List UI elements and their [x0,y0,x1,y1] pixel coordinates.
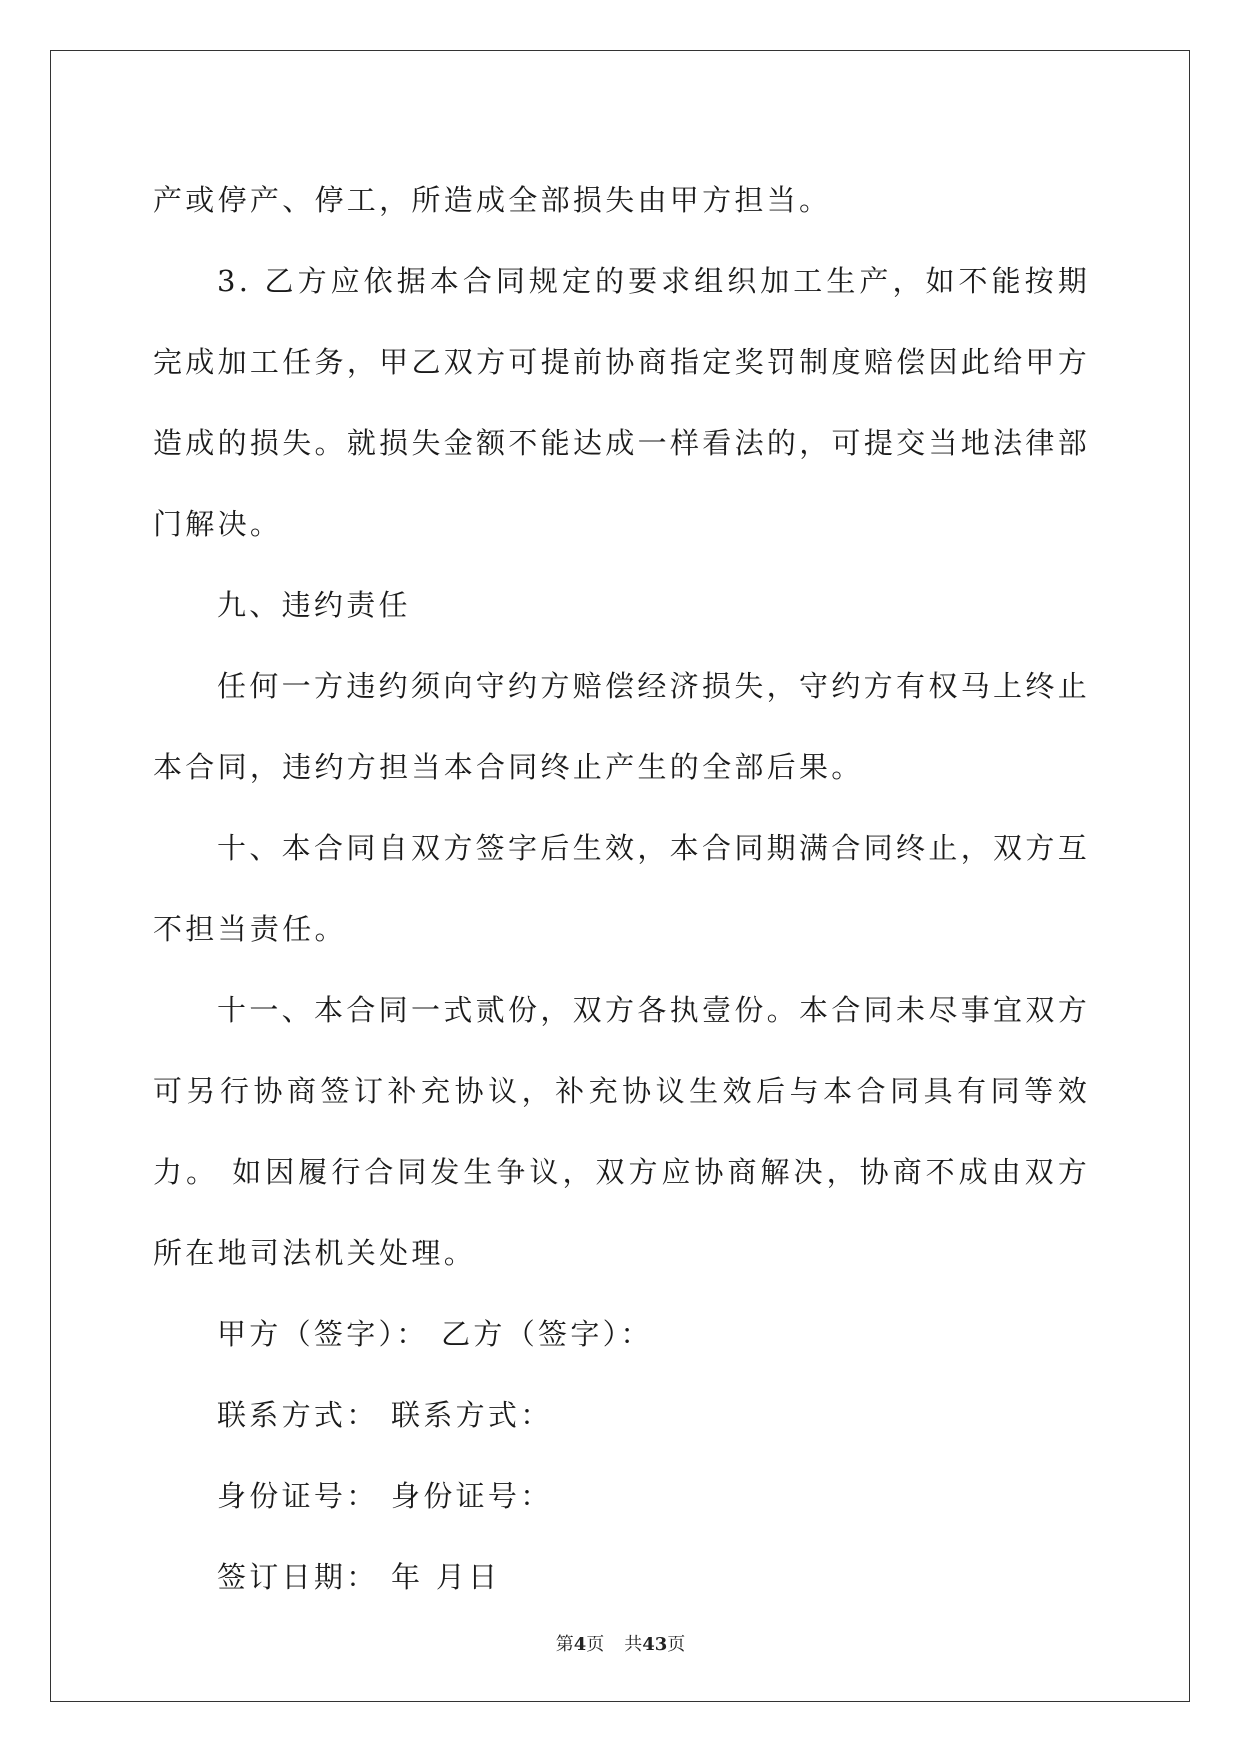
contact-line: 联系方式： 联系方式： [217,1398,553,1432]
paragraph-1: 产或停产、停工，所造成全部损失由甲方担当。 [153,183,832,217]
footer-total-unit: 页 [667,1634,686,1655]
current-page-number: 4 [573,1634,587,1655]
section-heading-breach: 九、违约责任 [217,588,411,622]
footer-total-prefix: 共 [624,1634,643,1655]
sign-date-line: 签订日期： 年 月日 [217,1560,501,1594]
signature-line: 甲方（签字）： 乙方（签字）： [217,1317,653,1351]
paragraph-clause-10: 十、本合同自双方签字后生效，本合同期满合同终止，双方互不担当责任。 [153,831,1090,946]
paragraph-breach-liability: 任何一方违约须向守约方赔偿经济损失，守约方有权马上终止本合同，违约方担当本合同终止产生的全部后果。 [153,669,1090,784]
total-pages-number: 43 [642,1634,668,1655]
paragraph-clause-3: 3. 乙方应依据本合同规定的要求组织加工生产，如不能按期完成加工任务，甲乙双方可提前协商指定奖罚制度赔偿因此给甲方造成的损失。就损失金额不能达成一样看法的，可提交当地法律部门解决。 [153,264,1090,541]
id-number-line: 身份证号： 身份证号： [217,1479,553,1513]
footer-page-unit: 页 [586,1634,605,1655]
document-body [153,160,1090,1618]
page-footer [0,1630,1241,1656]
footer-prefix: 第 [555,1634,574,1655]
paragraph-clause-11: 十一、本合同一式贰份，双方各执壹份。本合同未尽事宜双方可另行协商签订补充协议，补充协议生效后与本合同具有同等效力。 如因履行合同发生争议，双方应协商解决，协商不成由双方所在地司法机关处理。 [153,993,1090,1270]
